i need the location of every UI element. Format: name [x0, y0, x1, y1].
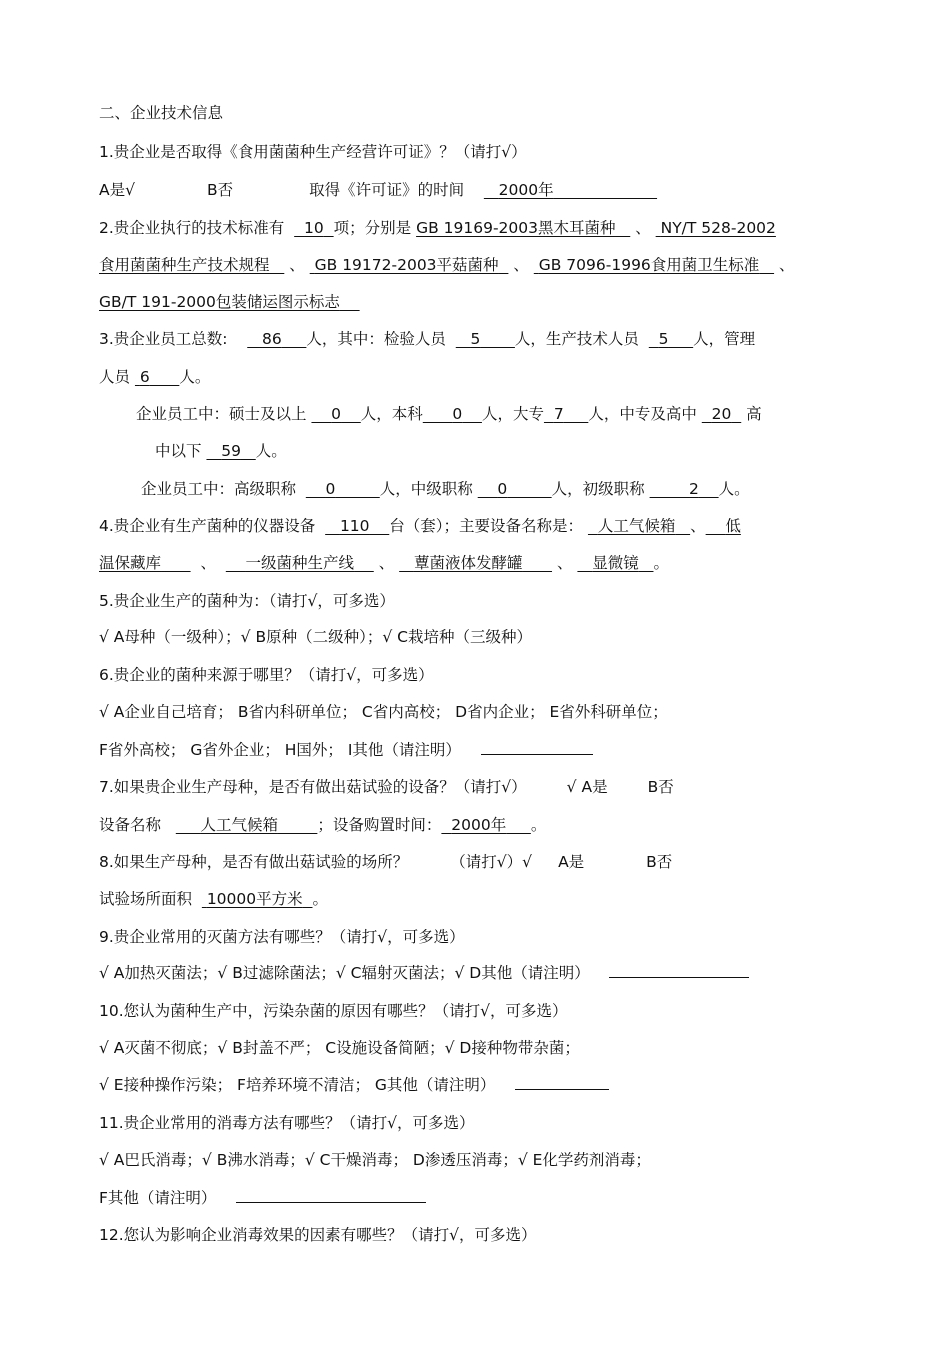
question-9: 9.贵企业常用的灭菌方法有哪些？（请打√，可多选） [99, 928, 465, 946]
staff-inspect: 5 [470, 330, 481, 348]
staff-manage: 6 [139, 368, 150, 386]
staff-education: 企业员工中：硕士及以上 0 人，本科 0 人，大专 7 人，中专及高中 20 高 [136, 405, 762, 423]
question-11: 11.贵企业常用的消毒方法有哪些？（请打√，可多选） [99, 1114, 475, 1132]
question-8: 8.如果生产母种，是否有做出菇试验的场所？ （请打√）√ A是 B否 [99, 853, 673, 871]
license-time-label: 取得《许可证》的时间 [309, 181, 465, 199]
equipment-2: 低 [725, 517, 741, 535]
license-time-value: 2000年 [498, 181, 554, 199]
equipment-5: 显微镜 [592, 554, 639, 572]
edu-master: 0 [331, 405, 342, 423]
question-2-cont: 食用菌菌种生产技术规程 、 GB 19172-2003平菇菌种 、 GB 7096-1996食用菌卫生标准 、 [99, 256, 795, 274]
q11-other-blank[interactable] [236, 1187, 426, 1203]
title-junior: 2 [689, 480, 699, 498]
standard-5: GB/T 191-2000包装储运图示标志 [99, 293, 340, 311]
question-4-cont: 温保藏库 、 一级菌种生产线 、 蕈菌液体发酵罐 、 显微镜 。 [99, 554, 669, 572]
question-1: 1.贵企业是否取得《食用菌菌种生产经营许可证》？（请打√） [99, 143, 527, 161]
question-9-options: √ A加热灭菌法；√ B过滤除菌法；√ C辐射灭菌法；√ D其他（请注明） [99, 962, 854, 984]
q10-other-blank[interactable] [515, 1074, 609, 1090]
option-b: B否 [206, 181, 234, 199]
q7-option-b: B否 [647, 778, 674, 796]
section-title: 二、企业技术信息 [99, 104, 224, 122]
question-10-options-1: √ A灭菌不彻底；√ B封盖不严； C设施设备简陋；√ D接种物带杂菌； [99, 1039, 580, 1057]
equipment-4: 蕈菌液体发酵罐 [413, 554, 523, 572]
q9-other-blank[interactable] [609, 962, 749, 978]
question-1-answer [99, 179, 854, 201]
q7-equipment-name: 人工气候箱 [200, 816, 278, 834]
question-3: 3.贵企业员工总数: 86 人，其中：检验人员 5 人，生产技术人员 5 人，管理 [99, 330, 756, 348]
question-2-cont2 [99, 291, 854, 313]
equipment-2-cont: 温保藏库 [99, 554, 162, 572]
equipment-count: 110 [339, 517, 370, 535]
standard-3: GB 19172-2003平菇菌种 [314, 256, 499, 274]
question-12: 12.您认为影响企业消毒效果的因素有哪些？（请打√，可多选） [99, 1226, 537, 1244]
staff-total: 86 [262, 330, 282, 348]
q8-option-b: B否 [646, 853, 673, 871]
standard-1: GB 19169-2003黑木耳菌种 [416, 219, 616, 237]
q6-other-blank[interactable] [481, 739, 593, 755]
question-2: 2.贵企业执行的技术标准有 10 项；分别是 GB 19169-2003黑木耳菌种 、 NY/T 528-2002 [99, 219, 776, 237]
edu-college: 7 [553, 405, 564, 423]
question-10-options-2: √ E接种操作污染； F培养环境不清洁； G其他（请注明） [99, 1074, 854, 1096]
standard-2-cont: 食用菌菌种生产技术规程 [99, 256, 270, 274]
equipment-1: 人工气候箱 [597, 517, 676, 535]
staff-education-cont: 中以下 59 人。 [155, 442, 287, 460]
question-11-options-2: F其他（请注明） [99, 1187, 854, 1209]
staff-titles: 企业员工中：高级职称 0 人，中级职称 0 人，初级职称 2 人。 [140, 480, 750, 498]
title-middle: 0 [497, 480, 508, 498]
q8-option-a: A是 [558, 853, 585, 871]
title-senior: 0 [325, 480, 336, 498]
standard-4: GB 7096-1996食用菌卫生标准 [538, 256, 760, 274]
standard-2: NY/T 528-2002 [660, 219, 776, 237]
standard-count: 10 [304, 219, 324, 237]
question-6: 6.贵企业的菌种来源于哪里？（请打√，可多选） [99, 666, 434, 684]
question-3-cont: 人员 6 人。 [99, 368, 211, 386]
question-6-options-2: F省外高校； G省外企业； H国外； I其他（请注明） [99, 739, 854, 761]
question-10: 10.您认为菌种生产中，污染杂菌的原因有哪些？（请打√，可多选） [99, 1002, 568, 1020]
q7-option-a: √ A是 [566, 778, 608, 796]
question-5-options: √ A母种（一级种）；√ B原种（二级种）；√ C栽培种（三级种） [99, 628, 532, 646]
question-11-options-1: √ A巴氏消毒；√ B沸水消毒；√ C干燥消毒； D渗透压消毒；√ E化学药剂消毒； [99, 1151, 651, 1169]
question-5: 5.贵企业生产的菌种为：（请打√，可多选） [99, 592, 395, 610]
option-a: A是√ [99, 181, 135, 199]
q7-purchase-time: 2000年 [451, 816, 507, 834]
question-4: 4.贵企业有生产菌种的仪器设备 110 台（套）；主要设备名称是： 人工气候箱 、 低 [99, 517, 741, 535]
edu-bachelor: 0 [452, 405, 463, 423]
question-8-area: 试验场所面积 10000平方米 。 [99, 890, 328, 908]
q8-area-value: 10000平方米 [206, 890, 303, 908]
edu-secondary: 20 [711, 405, 732, 423]
edu-below: 59 [221, 442, 241, 460]
staff-tech: 5 [658, 330, 669, 348]
equipment-3: 一级菌种生产线 [245, 554, 355, 572]
question-7-equipment: 设备名称 人工气候箱 ；设备购置时间： 2000年 。 [99, 816, 547, 834]
question-6-options-1: √ A企业自己培育； B省内科研单位； C省内高校； D省内企业； E省外科研单位； [99, 703, 668, 721]
question-7: 7.如果贵企业生产母种，是否有做出菇试验的设备？（请打√） √ A是 B否 [99, 778, 674, 796]
